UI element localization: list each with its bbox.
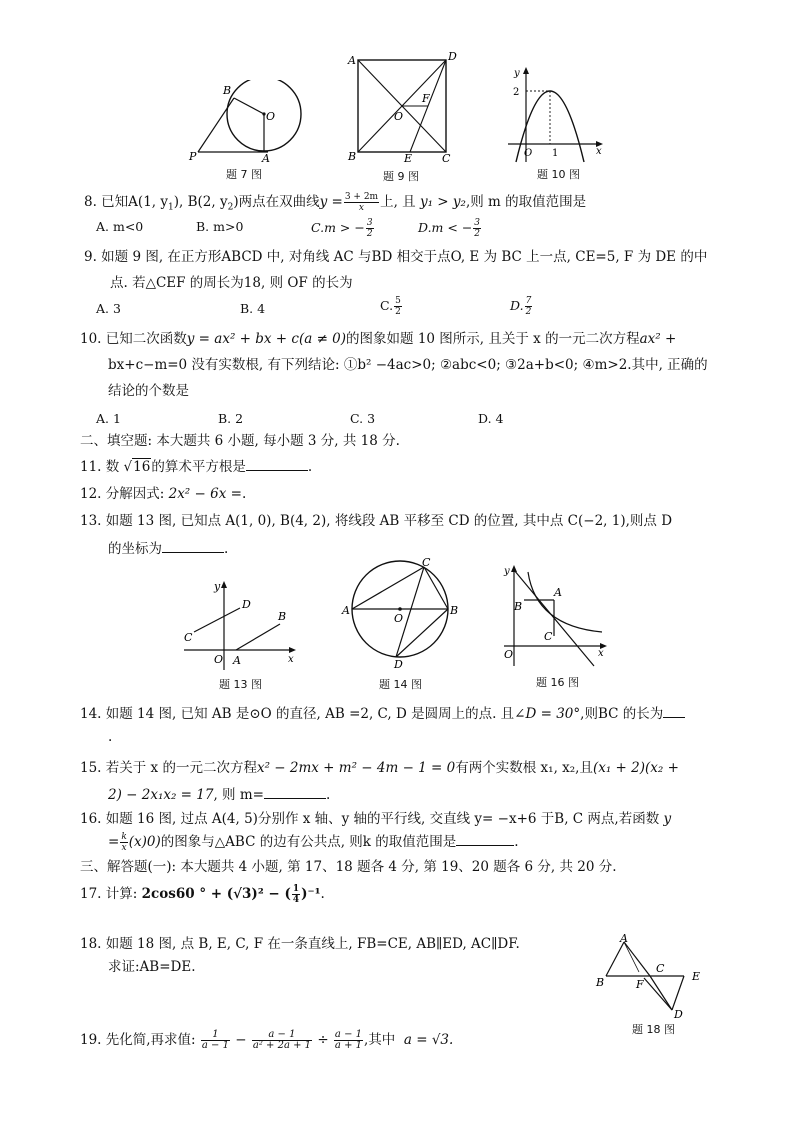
question-18-line2: 求证:AB=DE. <box>108 959 196 975</box>
fig9-label-o: O <box>394 110 404 123</box>
figure-16 <box>500 562 610 672</box>
fig7-label-b: B <box>223 84 232 97</box>
fig13-label-a: A <box>233 654 241 667</box>
fig18-label-e: E <box>692 970 701 983</box>
figure-9 <box>346 50 462 168</box>
fig16-caption: 题 16 图 <box>536 676 579 689</box>
fig13-label-c: C <box>184 631 193 644</box>
fig13-label-x: x <box>288 654 294 665</box>
fig9-label-d: D <box>448 50 457 63</box>
fig10-label-y: y <box>514 68 520 79</box>
fig14-label-d: D <box>394 658 403 671</box>
q9-option-c: C. $\frac{5}{2}$ <box>380 296 401 317</box>
q9-option-a: A. 3 <box>96 301 121 316</box>
fig7-caption: 题 7 图 <box>226 168 262 181</box>
fig10-label-1: 1 <box>552 148 559 159</box>
fig13-caption: 题 13 图 <box>219 678 262 691</box>
fig9-label-f: F <box>422 92 430 105</box>
fig16-label-o: O <box>504 648 514 661</box>
question-14-line2: . <box>108 729 113 745</box>
fig13-label-b: B <box>278 610 287 623</box>
q11-answer-blank[interactable] <box>246 457 308 471</box>
fig13-label-o: O <box>214 653 224 666</box>
q8-option-d: D.m < − $\frac{3}{2}$ <box>418 218 481 239</box>
fig9-label-a: A <box>348 54 356 67</box>
q10-option-b: B. 2 <box>218 411 244 426</box>
fig13-label-d: D <box>242 598 251 611</box>
fig14-label-o: O <box>394 612 404 625</box>
section-3-title: 三、解答题(一): 本大题共 4 小题, 第 17、18 题各 4 分, 第 19、20 题各 6 分, 共 20 分. <box>80 859 617 875</box>
fig16-label-y: y <box>504 566 510 577</box>
fig7-label-p: P <box>189 150 197 163</box>
fig18-label-a: A <box>620 932 628 945</box>
fig10-caption: 题 10 图 <box>537 168 580 181</box>
question-16-line2: = $\frac{k}{x}$ (x)0)的图象与△ABC 的边有公共点, 则k 的取值范围是 . <box>108 832 519 853</box>
fig9-label-c: C <box>442 152 451 165</box>
figure-10 <box>504 64 608 168</box>
fig16-label-b: B <box>514 600 523 613</box>
question-14-line1: 14. 如题 14 图, 已知 AB 是⊙O 的直径, AB =2, C, D 是圆周上的点. 且∠D = 30°,则BC 的长为 <box>80 704 685 723</box>
question-16-line1: 16. 如题 16 图, 过点 A(4, 5)分别作 x 轴、y 轴的平行线, 交直线 y= −x+6 于B, C 两点,若函数 y <box>80 811 672 827</box>
question-9-line1: 9. 如题 9 图, 在正方形ABCD 中, 对角线 AC 与BD 相交于点O, E 为 BC 上一点, CE=5, F 为 DE 的中 <box>84 249 708 265</box>
q10-option-c: C. 3 <box>350 411 376 426</box>
question-17: 17. 计算: 2cos60 ° + (√3)² − ( $\frac{1}{4}$ )⁻¹. <box>80 884 325 905</box>
fig7-label-a: A <box>262 152 270 165</box>
q10-option-d: D. 4 <box>478 411 504 426</box>
fig14-label-a: A <box>342 604 350 617</box>
question-11: 11. 数 √16的算术平方根是 . <box>80 459 313 475</box>
q13-answer-blank[interactable] <box>162 539 224 553</box>
question-18-line1: 18. 如题 18 图, 点 B, E, C, F 在一条直线上, FB=CE, AB∥ED, AC∥DF. <box>80 936 520 952</box>
question-19: 19. 先化简,再求值: $\frac{1}{a - 1}$ − $\frac{a - 1}{\text{a² + 2a + 1}}$ ÷ $\frac{a - 1}{a + 1}$ ,其中 a = √3. <box>80 1029 454 1051</box>
question-13-line1: 13. 如题 13 图, 已知点 A(1, 0), B(4, 2), 将线段 AB 平移至 CD 的位置, 其中点 C(−2, 1),则点 D <box>80 513 673 529</box>
fig10-label-x: x <box>596 146 602 157</box>
fig16-label-a: A <box>554 586 562 599</box>
q15-answer-blank[interactable] <box>264 785 326 799</box>
q9-option-d: D. $\frac{7}{2}$ <box>510 296 532 317</box>
fig18-label-d: D <box>674 1008 683 1020</box>
fig16-label-x: x <box>598 648 604 659</box>
fig10-label-2: 2 <box>513 87 520 98</box>
fig10-label-o: O <box>524 148 533 159</box>
section-2-title: 二、填空题: 本大题共 6 小题, 每小题 3 分, 共 18 分. <box>80 433 400 449</box>
question-8: 8. 已知A(1, $y_1$), B(2, $y_2$)两点在双曲线y = $\frac{3 + 2m}{x}$ 上, 且 y₁ > y₂,则 m 的取值范围是 <box>84 192 587 213</box>
question-9-line2: 点. 若△CEF 的周长为18, 则 OF 的长为 <box>110 275 353 291</box>
question-12: 12. 分解因式: 2x² − 6x =. <box>80 486 247 502</box>
figure-18 <box>594 932 710 1020</box>
fig14-label-c: C <box>422 556 431 569</box>
question-10-line1: 10. 已知二次函数y = ax² + bx + c(a ≠ 0)的图象如题 10 图所示, 且关于 x 的一元二次方程ax² + <box>80 331 677 347</box>
question-13-line2: 的坐标为 . <box>108 541 229 557</box>
fig9-label-b: B <box>348 150 357 163</box>
question-10-line3: 结论的个数是 <box>108 383 189 399</box>
fig14-caption: 题 14 图 <box>379 678 422 691</box>
fig7-label-o: O <box>266 110 276 123</box>
question-15-line1: 15. 若关于 x 的一元二次方程x² − 2mx + m² − 4m − 1 = 0有两个实数根 x₁, x₂,且(x₁ + 2)(x₂ + <box>80 760 679 776</box>
fig9-label-e: E <box>404 152 413 165</box>
q8-option-b: B. m>0 <box>196 219 244 234</box>
fig14-label-b: B <box>450 604 459 617</box>
fig18-caption: 题 18 图 <box>632 1023 675 1036</box>
q8-option-a: A. m<0 <box>96 219 144 234</box>
q16-answer-blank[interactable] <box>456 832 514 846</box>
fig18-label-f: F <box>636 978 644 991</box>
fig18-label-c: C <box>656 962 665 975</box>
fig9-caption: 题 9 图 <box>383 170 419 183</box>
fig18-label-b: B <box>596 976 605 989</box>
figure-14 <box>338 554 464 674</box>
question-10-line2: bx+c−m=0 没有实数根, 有下列结论: ①b² −4ac>0; ②abc<0; ③2a+b<0; ④m>2.其中, 正确的 <box>108 357 708 373</box>
fig13-label-y: y <box>214 580 221 593</box>
q9-option-b: B. 4 <box>240 301 266 316</box>
question-15-line2: 2) − 2x₁x₂ = 17, 则 m= . <box>108 787 331 803</box>
figure-13 <box>180 578 300 674</box>
q10-option-a: A. 1 <box>96 411 121 426</box>
q14-answer-blank[interactable] <box>663 704 685 718</box>
fig16-label-c: C <box>544 630 553 643</box>
q8-option-c: C.m > − $\frac{3}{2}$ <box>311 218 373 239</box>
